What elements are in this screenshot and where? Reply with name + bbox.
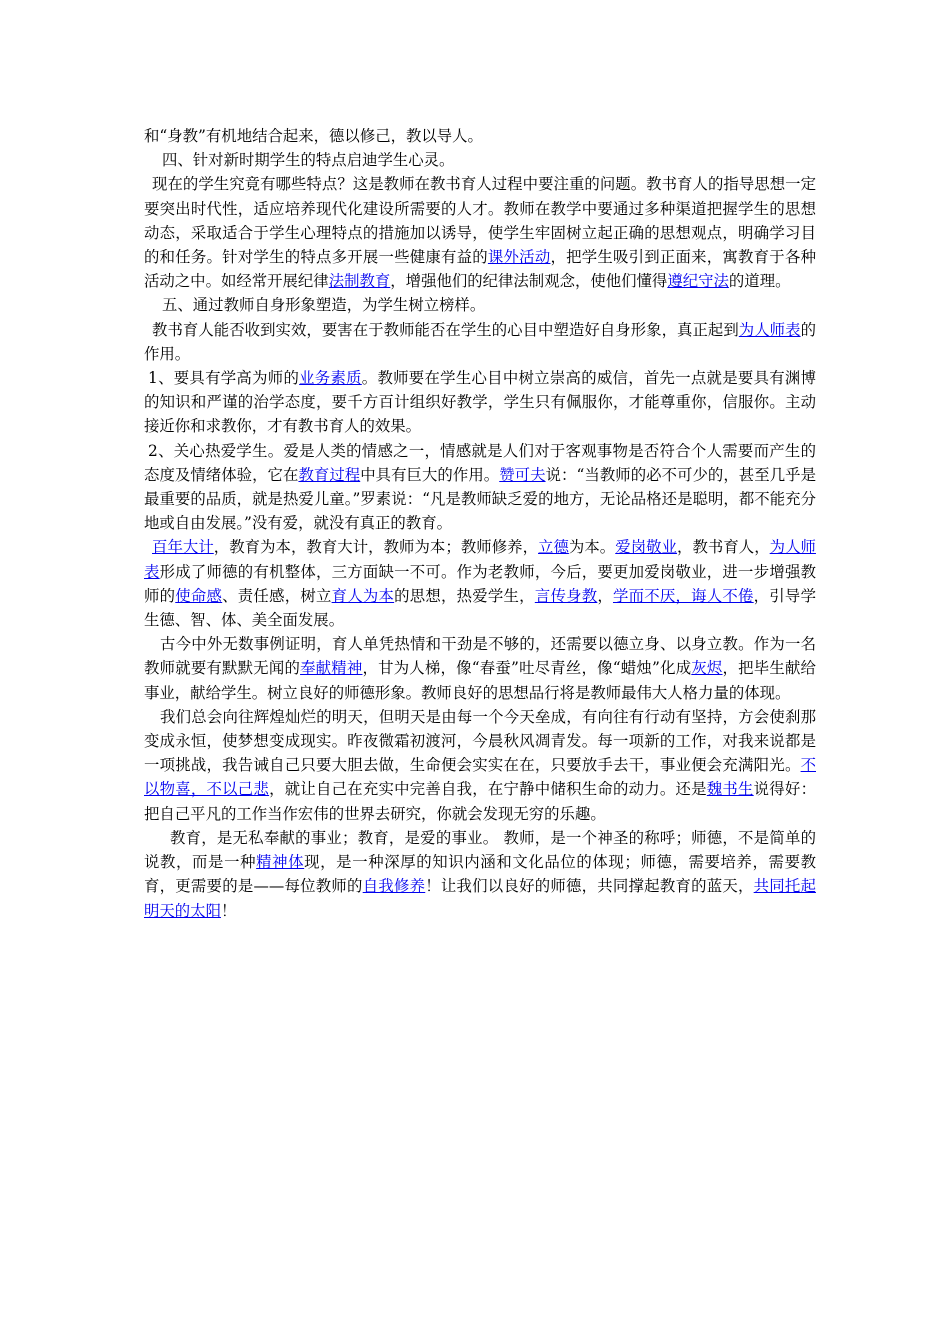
inline-link[interactable]: 课外活动: [487, 248, 551, 267]
paragraph: [144, 148, 816, 172]
paragraph: [144, 632, 816, 705]
inline-link[interactable]: 赞可夫: [499, 465, 546, 484]
paragraph-text: ，: [597, 586, 613, 605]
paragraph: [144, 172, 816, 293]
paragraph: [144, 318, 816, 366]
inline-link[interactable]: 魏书生: [706, 780, 754, 799]
inline-link[interactable]: 奉献精神: [300, 659, 363, 678]
paragraph-text: ，教书育人，: [677, 538, 770, 557]
paragraph-text: 五、通过教师自身形象塑造，为学生树立榜样。: [162, 296, 486, 315]
inline-link[interactable]: 共同托起明天的太阳: [144, 877, 816, 920]
inline-link[interactable]: 言传身教: [534, 586, 598, 605]
paragraph: [144, 705, 816, 826]
document-body: [144, 124, 816, 923]
inline-link[interactable]: 为人师表: [144, 538, 816, 581]
inline-link[interactable]: 遵纪守法: [667, 272, 729, 291]
paragraph-text: 现，是一种深厚的知识内涵和文化品位的体现；师德，需要培养，需要教育，更需要的是——每位教师的: [144, 853, 816, 896]
inline-link[interactable]: 育人为本: [331, 586, 395, 605]
paragraph-text: 。教师要在学生心目中树立崇高的威信，首先一点就是要具有渊博的知识和严谨的治学态度，要千方百计组织好教学，学生只有佩服你，才能尊重你，信服你。主动接近你和求教你，才有教书育人的效果。: [144, 369, 816, 436]
paragraph-text: 说得好：把自己平凡的工作当作宏伟的世界去研究，你就会发现无穷的乐趣。: [144, 780, 816, 823]
inline-link[interactable]: 爱岗敬业: [615, 538, 678, 557]
inline-link[interactable]: 精神体: [256, 853, 305, 872]
paragraph-text: ，把毕生献给事业，献给学生。树立良好的师德形象。教师良好的思想品行将是教师最伟大人格力量的体现。: [144, 659, 816, 702]
inline-link[interactable]: 教育过程: [298, 465, 361, 484]
paragraph-text: 我们总会向往辉煌灿烂的明天，但明天是由每一个今天垒成，有向往有行动有坚持，方会使刹那变成永恒，使梦想变成现实。昨夜微霜初渡河，今晨秋风凋青发。每一项新的工作，对我来说都是一项挑战，我告诫自己只要大胆去做，生命便会实实在在，只要放手去干，事业便会充满阳光。: [144, 707, 816, 775]
paragraph-text: 中具有巨大的作用。: [360, 465, 500, 484]
paragraph-text: 说：“当教师的必不可少的，甚至几乎是最重要的品质，就是热爱儿童。”罗素说：“凡是教师缺乏爱的地方，无论品格还是聪明，都不能充分地或自由发展。”没有爱，就没有真正的教育。: [144, 465, 816, 533]
paragraph-text: ，引导学生德、智、体、美全面发展。: [144, 586, 816, 630]
paragraph-text: 现在的学生究竟有哪些特点？这是教师在教书育人过程中要注重的问题。教书育人的指导思想一定要突出时代性，适应培养现代化建设所需要的人才。教师在教学中要通过多种渠道把握学生的思想动态，采取适合于学生心理特点的措施加以诱导，使学生牢固树立起正确的思想观点，明确学习目的和任务。针对学生的特点多开展一些健康有益的: [144, 175, 816, 267]
paragraph: [144, 366, 816, 439]
paragraph-text: ，把学生吸引到正面来，寓教育于各种活动之中。如经常开展纪律: [144, 248, 816, 291]
inline-link[interactable]: 百年大计: [152, 538, 214, 557]
paragraph-text: ，增强他们的纪律法制观念，使他们懂得: [390, 272, 668, 291]
inline-link[interactable]: 立德: [538, 538, 569, 557]
inline-link[interactable]: 法制教育: [328, 272, 391, 291]
paragraph-text: ！让我们以良好的师德，共同撑起教育的蓝天，: [425, 877, 754, 896]
inline-link[interactable]: 自我修养: [362, 877, 426, 896]
paragraph-text: ，甘为人梯，像“春蚕”吐尽青丝，像“蜡烛”化成: [362, 659, 692, 678]
inline-link[interactable]: 业务素质: [299, 369, 362, 388]
paragraph-text: 教育，是无私奉献的事业；教育，是爱的事业。 教师，是一个神圣的称呼；师德，不是简单的说教，而是一种: [144, 828, 816, 872]
inline-link[interactable]: 为人师表: [738, 320, 801, 339]
paragraph-text: 教书育人能否收到实效，要害在于教师能否在学生的心目中塑造好自身形象，真正起到: [152, 320, 739, 339]
paragraph-text: 2、关心热爱学生。爱是人类的情感之一，情感就是人们对于客观事物是否符合个人需要而产生的态度及情绪体验，它在: [144, 441, 816, 484]
paragraph-text: 1、要具有学高为师的: [148, 369, 300, 388]
paragraph-text: 的思想，热爱学生，: [394, 586, 535, 605]
paragraph-text: 四、针对新时期学生的特点启迪学生心灵。: [162, 151, 455, 170]
paragraph: [144, 124, 816, 148]
paragraph: [144, 293, 816, 317]
inline-link[interactable]: 学而不厌，诲人不倦: [612, 586, 754, 605]
inline-link[interactable]: 使命感: [175, 586, 223, 605]
paragraph: [144, 439, 816, 536]
paragraph: [144, 535, 816, 632]
paragraph-text: 的作用。: [144, 320, 816, 363]
paragraph-text: 、责任感，树立: [222, 586, 332, 605]
paragraph-text: ！: [220, 901, 237, 920]
paragraph-text: ，就让自己在充实中完善自我，在宁静中储积生命的动力。还是: [269, 780, 707, 799]
paragraph-text: 的道理。: [728, 272, 791, 291]
paragraph-text: 形成了师德的有机整体，三方面缺一不可。作为老教师，今后，要更加爱岗敬业，进一步增强教师的: [144, 562, 816, 605]
paragraph-text: 和“身教”有机地结合起来，德以修己，教以导人。: [144, 127, 483, 145]
paragraph: [144, 826, 816, 923]
inline-link[interactable]: 不以物喜，不以己悲: [144, 756, 816, 799]
paragraph-text: 为本。: [568, 538, 616, 557]
paragraph-text: 古今中外无数事例证明，育人单凭热情和干劲是不够的，还需要以德立身、以身立教。作为一名教师就要有默默无闻的: [144, 635, 816, 678]
paragraph-text: ，教育为本，教育大计，教师为本；教师修养，: [213, 538, 539, 557]
inline-link[interactable]: 灰烬: [691, 659, 723, 678]
